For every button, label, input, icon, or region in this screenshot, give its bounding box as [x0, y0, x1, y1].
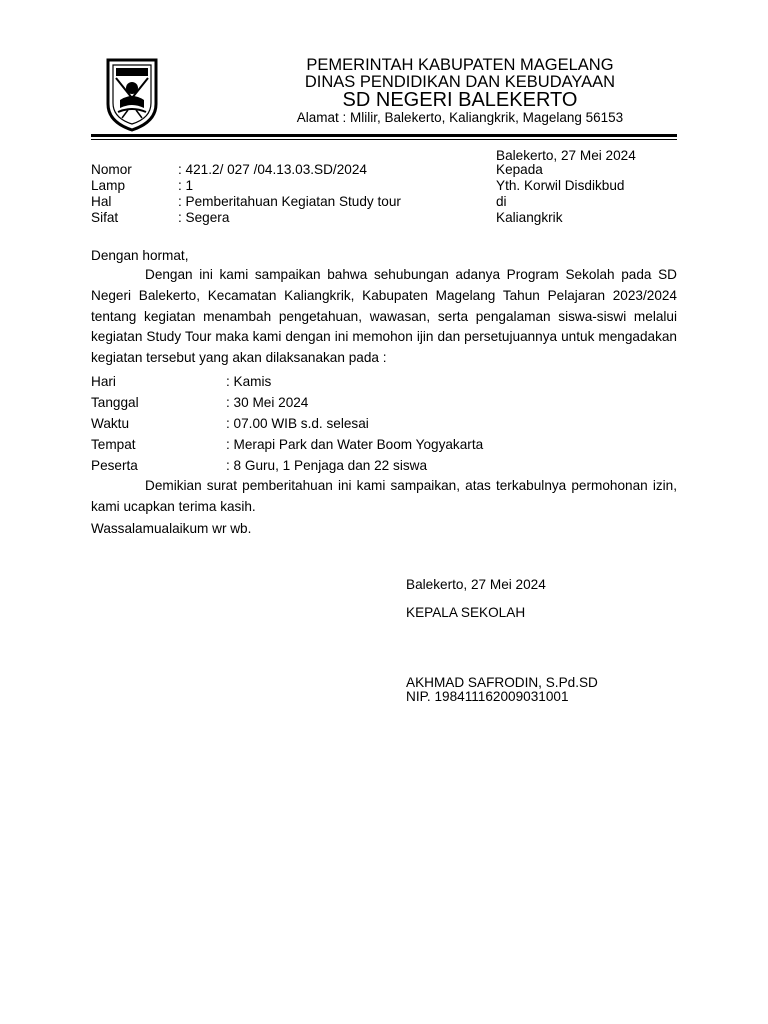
letterhead-school-name: SD NEGERI BALEKERTO — [342, 89, 578, 111]
lamp-value: : 1 — [178, 178, 194, 193]
opening-paragraph-text: Dengan ini kami sampaikan bahwa sehubungan adanya Program Sekolah pada SD Negeri Balekerto, Kecamatan Kaliangkrik, Kabupaten Magelang Tahun Pelajaran 2023/2024 tentang kegiatan menambah pengetahuan, wawasan, serta pengalaman siswa-siswi melalui kegiatan Study Tour maka kami dengan ini memohon ijin dan persetujuannya untuk mengadakan kegiatan tersebut yang akan dilaksanakan pada : — [91, 267, 677, 366]
signatory-nip: NIP. 198411162009031001 — [406, 689, 569, 704]
regency-emblem-icon — [106, 58, 158, 132]
tanggal-label: Tanggal — [91, 395, 139, 410]
letterhead-government: PEMERINTAH KABUPATEN MAGELANG — [306, 56, 614, 74]
closing-salam: Wassalamualaikum wr wb. — [91, 521, 252, 536]
sifat-value: : Segera — [178, 210, 230, 225]
recipient-kepada: Kepada — [496, 162, 543, 177]
signature-position: KEPALA SEKOLAH — [406, 605, 526, 620]
letterhead-divider — [91, 134, 677, 137]
hal-value: : Pemberitahuan Kegiatan Study tour — [178, 194, 401, 209]
signature-date: Balekerto, 27 Mei 2024 — [406, 577, 546, 592]
peserta-label: Peserta — [91, 458, 138, 473]
waktu-value: : 07.00 WIB s.d. selesai — [226, 416, 369, 431]
closing-paragraph — [91, 476, 677, 518]
nomor-label: Nomor — [91, 162, 132, 177]
lamp-label: Lamp — [91, 178, 126, 193]
greeting: Dengan hormat, — [91, 248, 189, 263]
nomor-value: : 421.2/ 027 /04.13.03.SD/2024 — [178, 162, 367, 177]
tempat-value: : Merapi Park dan Water Boom Yogyakarta — [226, 437, 484, 452]
sifat-label: Sifat — [91, 210, 119, 225]
waktu-label: Waktu — [91, 416, 130, 431]
letterhead-department: DINAS PENDIDIKAN DAN KEBUDAYAAN — [304, 73, 616, 91]
recipient-di: di — [496, 194, 507, 209]
tempat-label: Tempat — [91, 437, 136, 452]
recipient-place: Kaliangkrik — [496, 210, 563, 225]
recipient-name: Yth. Korwil Disdikbud — [496, 178, 625, 193]
peserta-value: : 8 Guru, 1 Penjaga dan 22 siswa — [226, 458, 428, 473]
hari-label: Hari — [91, 374, 116, 389]
letterhead-address: Alamat : Mlilir, Balekerto, Kaliangkrik, Magelang 56153 — [296, 110, 624, 125]
hari-value: : Kamis — [226, 374, 272, 389]
signatory-name: AKHMAD SAFRODIN, S.Pd.SD — [406, 675, 598, 690]
hal-label: Hal — [91, 194, 112, 209]
letterhead-divider-thin — [91, 139, 677, 140]
letter-date: Balekerto, 27 Mei 2024 — [496, 148, 636, 163]
opening-paragraph — [91, 265, 677, 369]
tanggal-value: : 30 Mei 2024 — [226, 395, 309, 410]
closing-paragraph-text: Demikian surat pemberitahuan ini kami sampaikan, atas terkabulnya permohonan izin, kami ucapkan terima kasih. — [91, 478, 677, 514]
